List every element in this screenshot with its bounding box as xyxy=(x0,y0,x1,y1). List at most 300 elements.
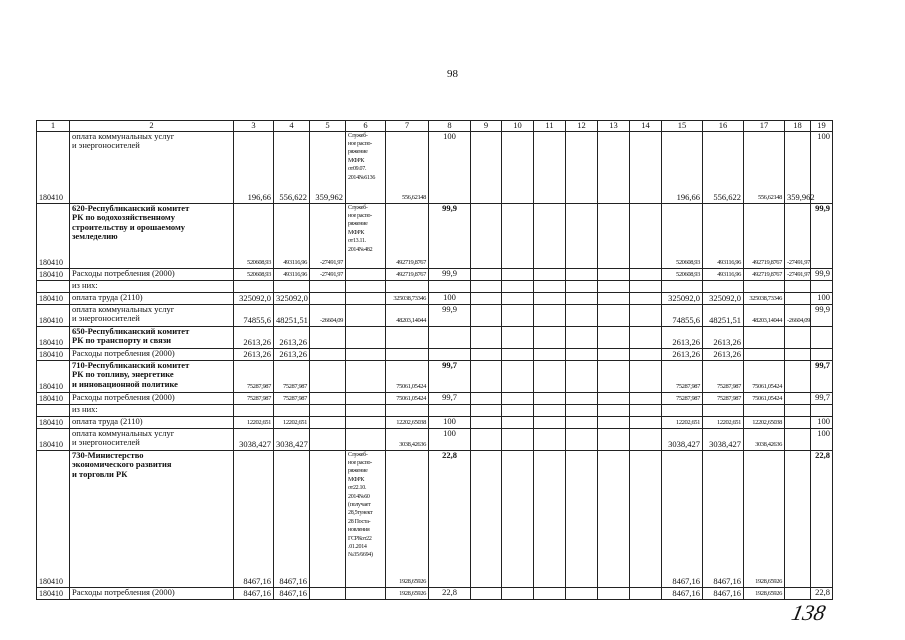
column-header: 14 xyxy=(630,121,662,132)
amount-cell xyxy=(471,587,502,599)
amount-cell xyxy=(534,348,566,360)
percent-cell: 99,9 xyxy=(811,304,833,326)
budget-code-cell xyxy=(37,280,70,292)
amount-cell: 520608,93 xyxy=(662,203,703,268)
table-row xyxy=(37,450,833,587)
column-header: 19 xyxy=(811,121,833,132)
amount-cell xyxy=(598,404,630,416)
amount-cell: 75287,987 xyxy=(662,360,703,392)
amount-cell: 492719,8767 xyxy=(386,203,429,268)
column-header: 7 xyxy=(386,121,429,132)
amount-cell: 556,622 xyxy=(274,131,310,203)
column-header: 8 xyxy=(429,121,471,132)
column-header: 5 xyxy=(310,121,346,132)
amount-cell xyxy=(502,428,534,450)
column-header: 17 xyxy=(744,121,785,132)
amount-cell: 75287,987 xyxy=(234,360,274,392)
amount-cell xyxy=(598,280,630,292)
amount-cell xyxy=(534,268,566,280)
table-row xyxy=(37,203,833,268)
amount-cell xyxy=(534,280,566,292)
percent-cell: 100 xyxy=(811,131,833,203)
amount-cell: 75287,987 xyxy=(274,392,310,404)
budget-code-cell: 180410 xyxy=(37,326,70,348)
percent-cell: 100 xyxy=(429,292,471,304)
document-reference-cell xyxy=(346,428,386,450)
budget-table xyxy=(36,120,833,600)
amount-cell xyxy=(310,428,346,450)
document-reference-cell: Служеб- нoe распо- ряжение МФРК от13.11. 2014№482 xyxy=(346,203,386,268)
amount-cell: -27491,97 xyxy=(310,268,346,280)
amount-cell: 325092,0 xyxy=(662,292,703,304)
item-name-cell: 650-Республиканский комитет РК по транспорту и связи xyxy=(70,326,234,348)
amount-cell xyxy=(310,348,346,360)
budget-code-cell: 180410 xyxy=(37,587,70,599)
amount-cell xyxy=(386,280,429,292)
document-reference-cell xyxy=(346,280,386,292)
amount-cell: 520608,93 xyxy=(234,268,274,280)
amount-cell xyxy=(471,326,502,348)
amount-cell xyxy=(566,292,598,304)
amount-cell xyxy=(744,326,785,348)
amount-cell: 196,66 xyxy=(234,131,274,203)
budget-code-cell: 180410 xyxy=(37,360,70,392)
amount-cell xyxy=(502,416,534,428)
amount-cell: 492719,8767 xyxy=(744,203,785,268)
amount-cell xyxy=(471,360,502,392)
amount-cell: 8467,16 xyxy=(274,450,310,587)
percent-cell: 100 xyxy=(811,416,833,428)
amount-cell xyxy=(566,280,598,292)
amount-cell: -26604,09 xyxy=(785,304,811,326)
percent-cell: 100 xyxy=(429,131,471,203)
amount-cell xyxy=(785,348,811,360)
item-name-cell: оплата труда (2110) xyxy=(70,416,234,428)
amount-cell: 325092,0 xyxy=(703,292,744,304)
amount-cell xyxy=(630,326,662,348)
amount-cell: 48203,14044 xyxy=(386,304,429,326)
amount-cell xyxy=(502,360,534,392)
amount-cell xyxy=(534,404,566,416)
amount-cell xyxy=(744,280,785,292)
amount-cell xyxy=(534,304,566,326)
amount-cell xyxy=(630,428,662,450)
amount-cell: 2613,26 xyxy=(274,348,310,360)
percent-cell: 100 xyxy=(429,428,471,450)
amount-cell xyxy=(471,268,502,280)
document-reference-cell xyxy=(346,268,386,280)
table-row xyxy=(37,587,833,599)
percent-cell xyxy=(429,326,471,348)
amount-cell xyxy=(598,450,630,587)
percent-cell: 99,9 xyxy=(429,304,471,326)
amount-cell xyxy=(310,360,346,392)
amount-cell xyxy=(598,392,630,404)
item-name-cell: оплата коммунальных услуг и энергоносителей xyxy=(70,428,234,450)
amount-cell: 2613,26 xyxy=(234,348,274,360)
table-row xyxy=(37,326,833,348)
document-reference-cell: Служеб- нoe распо- ряжение МФРК от09.07. 2014№6136 xyxy=(346,131,386,203)
amount-cell: 2613,26 xyxy=(662,348,703,360)
budget-code-cell: 180410 xyxy=(37,268,70,280)
amount-cell: 8467,16 xyxy=(234,587,274,599)
amount-cell xyxy=(471,292,502,304)
amount-cell xyxy=(598,292,630,304)
amount-cell: 493116,96 xyxy=(703,203,744,268)
document-reference-cell xyxy=(346,416,386,428)
table-row xyxy=(37,268,833,280)
amount-cell xyxy=(566,304,598,326)
amount-cell: 3038,427 xyxy=(234,428,274,450)
percent-cell xyxy=(429,348,471,360)
percent-cell: 22,8 xyxy=(429,450,471,587)
budget-code-cell xyxy=(37,404,70,416)
amount-cell xyxy=(274,280,310,292)
amount-cell xyxy=(502,203,534,268)
percent-cell: 100 xyxy=(811,428,833,450)
document-reference-cell xyxy=(346,292,386,304)
amount-cell xyxy=(703,404,744,416)
amount-cell xyxy=(502,348,534,360)
amount-cell: 75287,987 xyxy=(274,360,310,392)
amount-cell: 359,962 xyxy=(785,131,811,203)
amount-cell: 325038,73346 xyxy=(386,292,429,304)
column-header: 18 xyxy=(785,121,811,132)
amount-cell: 2613,26 xyxy=(234,326,274,348)
amount-cell xyxy=(234,404,274,416)
amount-cell xyxy=(630,404,662,416)
item-name-cell: 730-Министерство экономического развития и торговли РК xyxy=(70,450,234,587)
budget-code-cell: 180410 xyxy=(37,416,70,428)
amount-cell xyxy=(502,450,534,587)
amount-cell: 1928,65926 xyxy=(386,587,429,599)
item-name-cell: оплата труда (2110) xyxy=(70,292,234,304)
amount-cell xyxy=(630,280,662,292)
amount-cell: 75287,987 xyxy=(234,392,274,404)
amount-cell: 8467,16 xyxy=(234,450,274,587)
amount-cell xyxy=(471,348,502,360)
table-row xyxy=(37,348,833,360)
amount-cell: -27491,97 xyxy=(785,203,811,268)
amount-cell: 75287,987 xyxy=(662,392,703,404)
amount-cell xyxy=(502,304,534,326)
percent-cell: 22,8 xyxy=(811,450,833,587)
amount-cell xyxy=(630,416,662,428)
amount-cell xyxy=(598,203,630,268)
amount-cell: 8467,16 xyxy=(662,450,703,587)
amount-cell xyxy=(534,428,566,450)
amount-cell xyxy=(598,304,630,326)
amount-cell xyxy=(534,360,566,392)
item-name-cell: 710-Республиканский комитет РК по топливу, энергетике и инновационной политике xyxy=(70,360,234,392)
amount-cell xyxy=(386,404,429,416)
amount-cell xyxy=(471,416,502,428)
table-row xyxy=(37,404,833,416)
amount-cell xyxy=(744,404,785,416)
amount-cell: 75061,05424 xyxy=(744,360,785,392)
amount-cell xyxy=(566,360,598,392)
amount-cell: -27491,97 xyxy=(310,203,346,268)
amount-cell: 556,622 xyxy=(703,131,744,203)
percent-cell: 99,9 xyxy=(811,203,833,268)
amount-cell xyxy=(310,392,346,404)
table-row xyxy=(37,131,833,203)
column-header: 1 xyxy=(37,121,70,132)
amount-cell: 492719,8767 xyxy=(744,268,785,280)
percent-cell: 22,8 xyxy=(429,587,471,599)
table-row xyxy=(37,428,833,450)
amount-cell xyxy=(744,348,785,360)
percent-cell xyxy=(429,280,471,292)
amount-cell xyxy=(566,131,598,203)
amount-cell: 3038,42636 xyxy=(744,428,785,450)
document-reference-cell xyxy=(346,392,386,404)
budget-code-cell: 180410 xyxy=(37,428,70,450)
amount-cell xyxy=(386,326,429,348)
amount-cell xyxy=(630,360,662,392)
amount-cell xyxy=(785,450,811,587)
budget-code-cell: 180410 xyxy=(37,292,70,304)
percent-cell: 99,7 xyxy=(429,392,471,404)
amount-cell: 2613,26 xyxy=(703,326,744,348)
amount-cell xyxy=(785,392,811,404)
amount-cell: 75061,05424 xyxy=(386,360,429,392)
amount-cell: 8467,16 xyxy=(703,450,744,587)
budget-code-cell: 180410 xyxy=(37,203,70,268)
amount-cell xyxy=(502,268,534,280)
item-name-cell: Расходы потребления (2000) xyxy=(70,392,234,404)
amount-cell: 12202,651 xyxy=(703,416,744,428)
amount-cell xyxy=(534,203,566,268)
budget-code-cell: 180410 xyxy=(37,348,70,360)
amount-cell: 325092,0 xyxy=(274,292,310,304)
amount-cell: 48203,14044 xyxy=(744,304,785,326)
item-name-cell: оплата коммунальных услуг и энергоносителей xyxy=(70,304,234,326)
amount-cell xyxy=(630,587,662,599)
amount-cell xyxy=(598,268,630,280)
amount-cell xyxy=(310,326,346,348)
amount-cell xyxy=(630,268,662,280)
amount-cell: 359,962 xyxy=(310,131,346,203)
amount-cell: 3038,42636 xyxy=(386,428,429,450)
column-header: 13 xyxy=(598,121,630,132)
column-header: 9 xyxy=(471,121,502,132)
document-reference-cell: Служеб- нoe распо- ряжение МФРК от22.10. 2014№60 (получает 28,5тунект 28 Поста- новления ГСРКот22 .01.2014 №35/6694) xyxy=(346,450,386,587)
amount-cell xyxy=(630,131,662,203)
percent-cell: 99,9 xyxy=(429,268,471,280)
amount-cell xyxy=(534,587,566,599)
budget-code-cell: 180410 xyxy=(37,392,70,404)
column-header: 15 xyxy=(662,121,703,132)
column-header: 3 xyxy=(234,121,274,132)
amount-cell xyxy=(598,360,630,392)
amount-cell xyxy=(502,292,534,304)
item-name-cell: Расходы потребления (2000) xyxy=(70,268,234,280)
item-name-cell: Расходы потребления (2000) xyxy=(70,348,234,360)
document-reference-cell xyxy=(346,304,386,326)
amount-cell: 48251,51 xyxy=(274,304,310,326)
column-header: 12 xyxy=(566,121,598,132)
document-reference-cell xyxy=(346,587,386,599)
amount-cell: 1928,65926 xyxy=(386,450,429,587)
amount-cell xyxy=(534,326,566,348)
amount-cell: 556,62148 xyxy=(744,131,785,203)
amount-cell xyxy=(566,587,598,599)
budget-code-cell: 180410 xyxy=(37,304,70,326)
amount-cell: 492719,8767 xyxy=(386,268,429,280)
amount-cell: 12202,651 xyxy=(274,416,310,428)
item-name-cell: оплата коммунальных услуг и энергоносителей xyxy=(70,131,234,203)
amount-cell: 75287,987 xyxy=(703,392,744,404)
amount-cell xyxy=(598,326,630,348)
amount-cell xyxy=(785,404,811,416)
percent-cell xyxy=(811,326,833,348)
amount-cell: 12202,651 xyxy=(662,416,703,428)
amount-cell xyxy=(471,428,502,450)
amount-cell xyxy=(534,292,566,304)
percent-cell: 99,7 xyxy=(811,360,833,392)
amount-cell: 556,62148 xyxy=(386,131,429,203)
amount-cell xyxy=(785,360,811,392)
amount-cell: -26604,09 xyxy=(310,304,346,326)
item-name-cell: Расходы потребления (2000) xyxy=(70,587,234,599)
amount-cell: 8467,16 xyxy=(662,587,703,599)
amount-cell xyxy=(598,428,630,450)
amount-cell: 3038,427 xyxy=(703,428,744,450)
amount-cell xyxy=(566,268,598,280)
amount-cell xyxy=(471,304,502,326)
amount-cell xyxy=(310,404,346,416)
column-header: 4 xyxy=(274,121,310,132)
amount-cell: 12202,651 xyxy=(234,416,274,428)
amount-cell xyxy=(566,416,598,428)
column-header: 16 xyxy=(703,121,744,132)
amount-cell xyxy=(234,280,274,292)
amount-cell: 325092,0 xyxy=(234,292,274,304)
amount-cell xyxy=(566,450,598,587)
amount-cell xyxy=(310,416,346,428)
document-reference-cell xyxy=(346,348,386,360)
percent-cell: 22,8 xyxy=(811,587,833,599)
amount-cell: 493116,96 xyxy=(274,268,310,280)
amount-cell xyxy=(566,348,598,360)
table-row xyxy=(37,416,833,428)
document-reference-cell xyxy=(346,404,386,416)
budget-code-cell: 180410 xyxy=(37,131,70,203)
amount-cell xyxy=(630,292,662,304)
percent-cell xyxy=(811,348,833,360)
amount-cell: 8467,16 xyxy=(703,587,744,599)
amount-cell xyxy=(502,404,534,416)
amount-cell xyxy=(471,131,502,203)
amount-cell: 2613,26 xyxy=(703,348,744,360)
percent-cell: 99,7 xyxy=(811,392,833,404)
amount-cell: 1928,65926 xyxy=(744,450,785,587)
amount-cell xyxy=(785,280,811,292)
amount-cell xyxy=(534,392,566,404)
amount-cell xyxy=(566,326,598,348)
table-row xyxy=(37,392,833,404)
amount-cell xyxy=(566,392,598,404)
amount-cell xyxy=(471,392,502,404)
amount-cell xyxy=(566,428,598,450)
amount-cell: 3038,427 xyxy=(274,428,310,450)
percent-cell xyxy=(811,404,833,416)
amount-cell xyxy=(471,203,502,268)
amount-cell xyxy=(785,587,811,599)
amount-cell xyxy=(630,304,662,326)
amount-cell: 493116,96 xyxy=(274,203,310,268)
amount-cell xyxy=(534,416,566,428)
amount-cell xyxy=(502,280,534,292)
amount-cell xyxy=(598,416,630,428)
amount-cell xyxy=(534,450,566,587)
amount-cell: 1928,65926 xyxy=(744,587,785,599)
amount-cell xyxy=(566,404,598,416)
percent-cell xyxy=(811,280,833,292)
amount-cell xyxy=(598,587,630,599)
page-number: 98 xyxy=(447,68,458,80)
item-name-cell: из них: xyxy=(70,280,234,292)
amount-cell: 75061,05424 xyxy=(386,392,429,404)
amount-cell: 12202,65038 xyxy=(386,416,429,428)
amount-cell xyxy=(386,348,429,360)
column-header-row xyxy=(37,121,833,132)
column-header: 6 xyxy=(346,121,386,132)
item-name-cell: из них: xyxy=(70,404,234,416)
amount-cell: 196,66 xyxy=(662,131,703,203)
amount-cell: 520608,93 xyxy=(234,203,274,268)
amount-cell xyxy=(662,404,703,416)
item-name-cell: 620-Республиканский комитет РК по водохозяйственному строительству и орошаемому земледелию xyxy=(70,203,234,268)
amount-cell: 74855,6 xyxy=(234,304,274,326)
amount-cell: 74855,6 xyxy=(662,304,703,326)
amount-cell xyxy=(630,392,662,404)
percent-cell: 100 xyxy=(811,292,833,304)
table-row xyxy=(37,292,833,304)
amount-cell xyxy=(502,326,534,348)
amount-cell xyxy=(534,131,566,203)
amount-cell xyxy=(785,416,811,428)
amount-cell xyxy=(566,203,598,268)
document-reference-cell xyxy=(346,326,386,348)
amount-cell: 2613,26 xyxy=(274,326,310,348)
amount-cell xyxy=(598,348,630,360)
percent-cell: 100 xyxy=(429,416,471,428)
amount-cell xyxy=(310,280,346,292)
percent-cell: 99,9 xyxy=(429,203,471,268)
amount-cell: 48251,51 xyxy=(703,304,744,326)
budget-code-cell: 180410 xyxy=(37,450,70,587)
amount-cell xyxy=(502,587,534,599)
amount-cell xyxy=(310,450,346,587)
amount-cell xyxy=(502,131,534,203)
amount-cell xyxy=(310,587,346,599)
amount-cell: 2613,26 xyxy=(662,326,703,348)
percent-cell xyxy=(429,404,471,416)
column-header: 10 xyxy=(502,121,534,132)
amount-cell xyxy=(471,450,502,587)
amount-cell xyxy=(310,292,346,304)
document-reference-cell xyxy=(346,360,386,392)
amount-cell xyxy=(703,280,744,292)
amount-cell xyxy=(785,292,811,304)
amount-cell: 8467,16 xyxy=(274,587,310,599)
amount-cell xyxy=(630,348,662,360)
amount-cell: 325038,73346 xyxy=(744,292,785,304)
table-row xyxy=(37,280,833,292)
amount-cell xyxy=(471,280,502,292)
